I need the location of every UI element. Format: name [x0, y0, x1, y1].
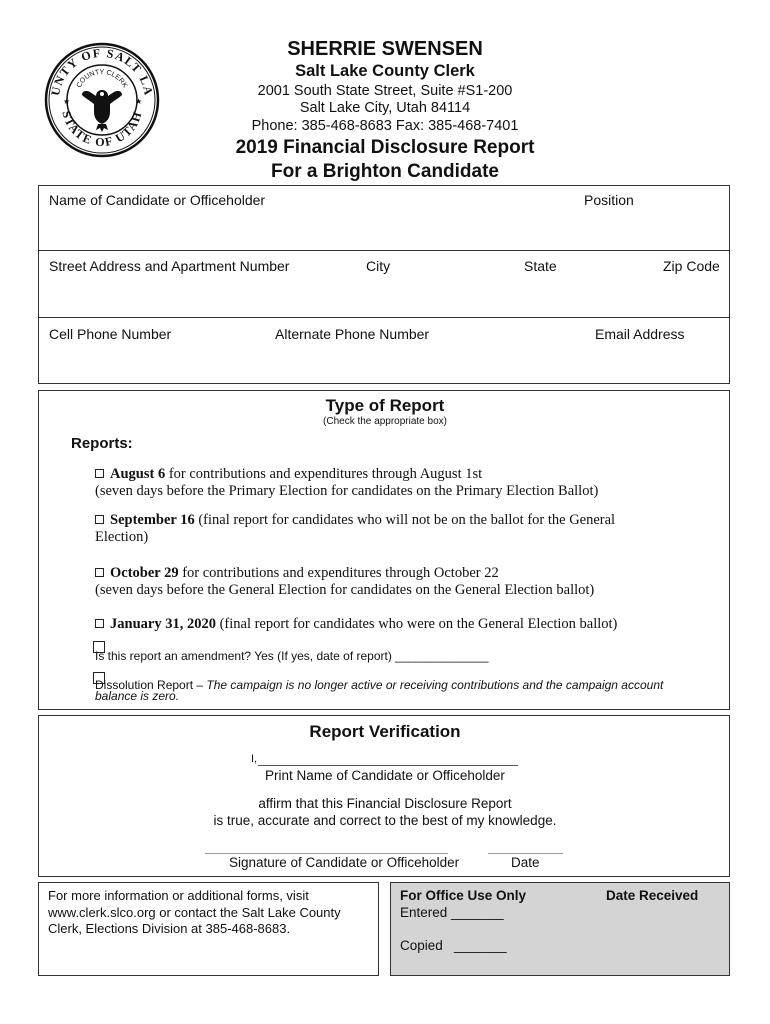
county-seal — [44, 42, 160, 158]
seal-inner-text: COUNTY CLERK — [75, 68, 129, 90]
alt-phone-label: Alternate Phone Number — [275, 326, 430, 342]
office-use-label: For Office Use Only — [400, 888, 527, 903]
svg-text:★: ★ — [135, 97, 143, 106]
dissolution-description-2: balance is zero. — [95, 689, 180, 703]
name-field[interactable] — [45, 210, 575, 250]
report-type-heading: Type of Report — [325, 396, 445, 415]
position-label: Position — [584, 192, 634, 208]
date-received-label: Date Received — [606, 888, 699, 903]
dissolution-text — [95, 680, 715, 702]
option-text: (final report for candidates who will not be on the ballot for the General — [194, 512, 616, 528]
option-date: August 6 — [110, 466, 166, 482]
info-line-2: www.clerk.slco.org or contact the Salt Lake County — [48, 904, 341, 920]
date-label: Date — [511, 855, 540, 870]
option-date: September 16 — [110, 512, 195, 528]
report-type-subheading: (Check the appropriate box) — [323, 416, 447, 427]
signature-line[interactable] — [205, 853, 448, 854]
zip-label: Zip Code — [663, 258, 720, 274]
dissolution-label: Dissolution Report – — [95, 678, 207, 692]
report-title: 2019 Financial Disclosure Report — [235, 137, 535, 158]
state-field[interactable] — [520, 276, 640, 316]
cell-phone-field[interactable] — [45, 344, 260, 380]
option-date: October 29 — [110, 565, 179, 581]
reports-label: Reports: — [71, 435, 133, 452]
email-field[interactable] — [580, 344, 725, 380]
state-label: State — [524, 258, 557, 274]
verification-heading: Report Verification — [309, 722, 461, 741]
option-text: (final report for candidates who were on the General Election ballot) — [215, 616, 618, 632]
zip-field[interactable] — [650, 276, 725, 316]
signature-label: Signature of Candidate or Officeholder — [229, 855, 460, 870]
august-checkbox[interactable] — [95, 469, 104, 478]
september-checkbox[interactable] — [95, 515, 104, 524]
option-january — [95, 616, 715, 633]
alt-phone-field[interactable] — [270, 344, 570, 380]
option-text-2: (seven days before the General Election for candidates on the General Election ballot) — [95, 582, 595, 598]
affirm-line-1: affirm that this Financial Disclosure Report — [258, 796, 512, 811]
street-label: Street Address and Apartment Number — [49, 258, 290, 274]
street-field[interactable] — [45, 276, 355, 316]
copied-label: Copied _______ — [400, 938, 507, 953]
phone-line: Phone: 385-468-8683 Fax: 385-468-7401 — [251, 118, 519, 134]
january-checkbox[interactable] — [95, 619, 104, 628]
option-text-2: Election) — [95, 529, 149, 545]
option-august — [95, 466, 715, 500]
affirm-line-2: is true, accurate and correct to the best of my knowledge. — [213, 813, 557, 828]
eagle-icon — [82, 90, 122, 132]
info-line-1: For more information or additional forms, visit — [48, 888, 309, 903]
option-text-2: (seven days before the Primary Election for candidates on the Primary Election Ballot) — [95, 483, 599, 499]
date-line[interactable] — [488, 853, 563, 854]
address-line-1: 2001 South State Street, Suite #S1-200 — [257, 83, 513, 99]
clerk-name: SHERRIE SWENSEN — [287, 38, 483, 60]
option-september — [95, 512, 655, 546]
name-label: Name of Candidate or Officeholder — [49, 192, 266, 208]
city-label: City — [366, 258, 391, 274]
option-text: for contributions and expenditures through October 22 — [178, 565, 499, 581]
option-date: January 31, 2020 — [110, 616, 216, 632]
report-subtitle: For a Brighton Candidate — [271, 161, 499, 182]
position-field[interactable] — [580, 210, 725, 250]
city-field[interactable] — [362, 276, 512, 316]
address-line-2: Salt Lake City, Utah 84114 — [299, 100, 471, 116]
seal-top-text: UNTY OF SALT LA — [48, 45, 156, 98]
october-checkbox[interactable] — [95, 568, 104, 577]
print-name-line[interactable] — [258, 765, 518, 766]
svg-text:★: ★ — [63, 97, 71, 106]
office-name: Salt Lake County Clerk — [295, 62, 475, 80]
option-text: for contributions and expenditures through August 1st — [165, 466, 483, 482]
svg-text:COUNTY CLERK — [76, 69, 129, 89]
email-label: Email Address — [595, 326, 685, 342]
cell-phone-label: Cell Phone Number — [49, 326, 172, 342]
info-line-3: Clerk, Elections Division at 385-468-8683. — [48, 921, 291, 936]
i-prefix: I, — [251, 753, 258, 765]
amendment-text: Is this report an amendment? Yes (If yes, date of report) ______________ — [95, 649, 489, 663]
seal-bottom-text: STATE OF UTAH — [59, 109, 145, 150]
dissolution-description: The campaign is no longer active or receiving contributions and the campaign account — [206, 678, 664, 692]
entered-label: Entered _______ — [400, 905, 504, 920]
option-october — [95, 565, 715, 599]
info-text — [48, 888, 341, 938]
print-name-label: Print Name of Candidate or Officeholder — [265, 768, 505, 783]
